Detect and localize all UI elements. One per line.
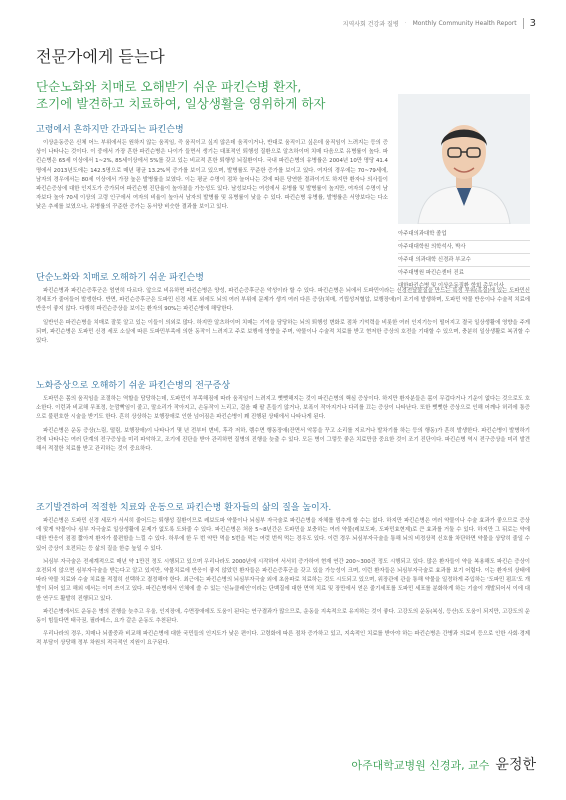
subtitle-line-1: 단순노화와 치매로 오해받기 쉬운 파킨슨병 환자, <box>36 79 302 94</box>
author-affiliation: 아주대학교병원 신경과, 교수 <box>351 759 490 772</box>
section-title: 조기발견하여 적절한 치료와 운동으로 파킨슨병 환자들의 삶의 질을 높이자. <box>36 503 332 513</box>
bio-item: 아주대 의과대학 신경과 부교수 <box>398 254 530 267</box>
article-subtitle <box>36 78 366 112</box>
section-title: 고령에서 흔하지만 간과되는 파킨슨병 <box>36 125 184 135</box>
header-separator: · <box>404 20 407 27</box>
bio-item: 아주대의과대학 졸업 <box>398 228 530 241</box>
section-title: 단순노화와 치매로 오해하기 쉬운 파킨슨병 <box>36 273 204 283</box>
section-paragraph: 파킨슨병과 파킨슨증후군은 엄연히 다르다. 앞으로 비유하면 파킨슨병은 양성, 파킨슨증후군은 악성이라 할 수 있다. 파킨슨병은 뇌에서 도파민이라는 신경전달물질을 만드는 특정 부위(흑질)에 있는 도파민신경세포가 줄어들어 발생한다. 반면, 파킨슨증후군은 도파민 신경 세포 외에도 뇌의 여러 부위에 문제가 생겨 여러 다른 증상(치매, 기립성저혈압, 보행장애)이 조기에 발생하며, 도파민 약물 반응이나 수술적 치료에 반응이 좋지 않다. 다행히 파킨슨증상을 보이는 환자의 90%는 파킨슨병에 해당한다. <box>36 288 530 313</box>
section-paragraph: 우리나라의 경우, 치매나 뇌졸중과 비교해 파킨슨병에 대한 국민들의 인지도가 낮은 편이다. 고령화에 따른 점차 증가하고 있고, 지속적인 치료를 받아야 하는 파킨슨병은 간병과 의료비 등으로 인한 사회·경제적 부담이 상당해 정부 차원의 적극적인 지원이 요구된다. <box>36 631 530 647</box>
page-number: 3 <box>523 18 536 29</box>
section-3 <box>36 378 530 458</box>
section-paragraph: 뇌심부 자극술은 전세계적으로 매년 약 1만건 정도 시행되고 있으며 우리나라도 2000년에 시작하여 서서히 증가하여 현재 연간 200~300건 정도 시행되고 있다. 많은 환자들이 약을 복용해도 파킨슨 증상이 호전되지 않으면 심부자극술을 받는다고 알고 있지만, 약물치료에 반응이 좋지 않았던 환자들은 파킨슨증후군을 갖고 있을 가능성이 크며, 이런 환자들은 뇌심부자극술로 효과를 보기 어렵다. 이는 환자의 상태에 따라 약물 치료와 수술 치료를 적절히 선택하고 결정해야 한다. 최근에는 파킨슨병의 뇌심부자극술 외에 초음파로 치료하는 것도 시도되고 있으며, 위장관에 관을 통해 약물을 일정하게 주입하는 '도파민 펌프'도 개발이 되어 있고 해외 예서는 이미 쓰이고 있다. 파킨슨병에서 인체에 쓸 수 있는 '신뉴클레인'이라는 단백질에 대한 면역 치료 및 장만에서 얻은 줄기세포를 도파민 세포를 분화하게 하는 기술이 개발되어서 이에 대한 연구도 활발히 진행되고 있다. <box>36 558 530 602</box>
author-portrait-image <box>398 94 530 224</box>
section-paragraph: 도파민은 몸의 움직임을 조절하는 역할을 담당하는데, 도파민이 부족해짐에 따라 움직임이 느려지고 뻣뻣해지는 것이 파킨슨병의 핵심 증상이다. 하지만 환자분들은 몸이 무겁다거나 기운이 없다는 것으로도 호소한다. 이런과 비교해 무표정, 눈깜빡임이 줄고, 말소리가 작아지고, 손동작이 느리고, 걸음 때 팔 흔들기 않거나, 보폭이 작아지거나 다리를 끄는 증상이 나타난다. 또한 뻣뻣한 증상으로 인해 어깨나 허리에 통증으로 불편호한 시술을 받기도 한다. 흔히 상상하는 보행장애로 인한 넘어짐은 파킨슨병이 꽤 진행된 상태에서 나타나게 된다. <box>36 396 530 421</box>
page-header <box>343 18 536 29</box>
bio-item: 대한파킨슨병 및 이상운동질환 학회 총무이사 <box>398 280 530 293</box>
section-title: 노화증상으로 오해하기 쉬운 파킨슨병의 전구증상 <box>36 381 231 391</box>
section-paragraph: 일반인은 파킨슨병을 치매로 잘못 알고 있는 이들이 의외로 많다. 하지만 알츠하이머 치매는 기억을 담당하는 뇌의 퇴행성 변화로 점차 기억력을 비롯한 여러 인지기능이 떨어지고 결국 일상생활에 영향을 주게 되며, 파킨슨병은 도파민 신경 세포 소실에 따른 도파민부족에 의한 동작이 느려지고 주로 보행에 영향을 주며, 약물이나 수술적 치료를 받고 현저한 증상의 호전을 기대할 수 있으며, 충분히 일상생활로 복귀할 수 있다. <box>36 319 530 345</box>
section-paragraph: 파킨슨병은 운동 증상(느림, 떨림, 보행장애)이 나타나기 몇 년 전부터 변비, 후각 저하, 렘수면 행동장애(잔면서 악몽을 꾸고 소리를 지르거나 발차기를 하는 등의 행동)가 흔히 발생한다. 파킨슨병이 발병하기 전에 나타나는 여러 단계의 전구증상을 미리 파악하고, 조기에 진단을 받아 관리하면 질병의 진행을 늦출 수 있다. 모든 병이 그렇듯 좋은 치료만큼 중요한 것이 조기 진단이다. 파킨슨병 역시 전구증상을 미리 발견해서 적절한 치료를 받고 관리하는 것이 중요하다. <box>36 427 530 453</box>
bio-item: 아주대병원 파킨슨센터 진료 <box>398 267 530 280</box>
bio-item: 아주대대학원 의학석사, 박사 <box>398 241 530 254</box>
section-1 <box>36 122 388 217</box>
section-paragraph: 이상운동증은 신체 어느 부위에서든 원하지 않는 움직임, 즉 움직이고 싶지 않은데 움직이거나, 반대로 움직이고 싶은데 움직임이 느려지는 등의 증상이 나타나는 것이다. 이 중에서 가장 흔한 파킨슨병은 나이가 들면서 생기는 대표적인 퇴행성 질환으로 알츠하이머 치매 다음으로 유병률이 높다. 파킨슨병은 65세 이상에서 1~2%, 85세이상에서 5%를 갖고 있는 비교적 흔한 퇴행성 뇌질환이다. 국내 파킨슨병의 유병률은 2004년 10만 명당 41.4명에서 2013년도에는 142.5명으로 매년 평균 13.2%씩 증가를 보이고 있으며, 발병률도 꾸준한 증가를 보이고 있다. 여자의 경우에는 70~79세에, 남자의 경우에서는 80세 이상에서 가장 높은 발병률을 보였다. 이는 평균 수명이 점차 늘어나는 것에 따른 당연한 결과이기도 하지만 환자나 의사들이 파킨슨증상에 대한 인지도가 증가되어 파킨슨병 진단율이 높아졌을 가능성도 있다. 남성보다는 여성에서 유병률 및 발병률이 높지만, 여자의 수명이 남자보다 높아 70세 이상의 고령 인구에서 여자의 비율이 높아서 남자의 발병률 및 유병률이 낮을 수 있다. 파킨슨병 유병률, 발병률은 서양보다는 다소 낮은 추세를 보였으나, 유병률의 꾸준한 증가는 동서양 비슷한 결과를 보이고 있다. <box>36 140 388 211</box>
section-paragraph: 파킨슨병에서도 운동은 병의 진행을 늦추고 우울, 인지장애, 수면장애에도 도움이 된다는 연구결과가 많으므로, 운동을 지속적으로 유지하는 것이 좋다. 고강도의 운동(복싱, 등산)도 도움이 되지만, 고강도의 운동이 힘들다면 태극권, 필라테스, 요가 같은 운동도 추천된다. <box>36 608 530 625</box>
subtitle-line-2: 조기에 발견하고 치료하여, 일상생활을 영위하게 하자 <box>36 96 326 111</box>
journal-title-en: Monthly Community Health Report <box>412 20 517 27</box>
author-name: 윤정한 <box>495 757 536 773</box>
section-2 <box>36 270 530 350</box>
journal-title-ko: 지역사회 건강과 질병 <box>342 21 399 28</box>
page-title: 전문가에게 듣는다 <box>36 47 165 66</box>
section-4 <box>36 500 530 653</box>
author-photo <box>398 94 530 224</box>
author-signature <box>351 754 536 774</box>
section-paragraph: 파킨슨병은 도파민 신경 세포가 서서히 줄어드는 퇴행성 질환이므로 레보도파 약물이나 뇌심부 자극술로 파킨슨병을 자체를 멈추게 할 수는 없다. 하지만 파킨슨병은 여러 약물이나 수술 효과가 좋으므로 증상에 맞게 약물이나 심부 자극술로 일상생활에 문제가 없도록 도와줄 수 있다. 파킨슨병은 처음 5~8년간은 도파민을 보충하는 여러 약물(레보도파, 도파민효현제)로 큰 효과를 거둘 수 있다. 하지만 그 뒤로는 약에 대한 반응이 점점 짧아져 환자가 불편함을 느낄 수 있다. 하루에 한 두 번 약만 먹을 5번을 먹는 여럿 번씩 먹는 경우도 있다. 이런 경우 뇌심부자극술을 통해 뇌의 비정상적 신호를 차단하면 약물을 상당히 줄일 수 있어 증상이 호전되는 등 삶의 질을 한층 높일 수 있다. <box>36 518 530 552</box>
